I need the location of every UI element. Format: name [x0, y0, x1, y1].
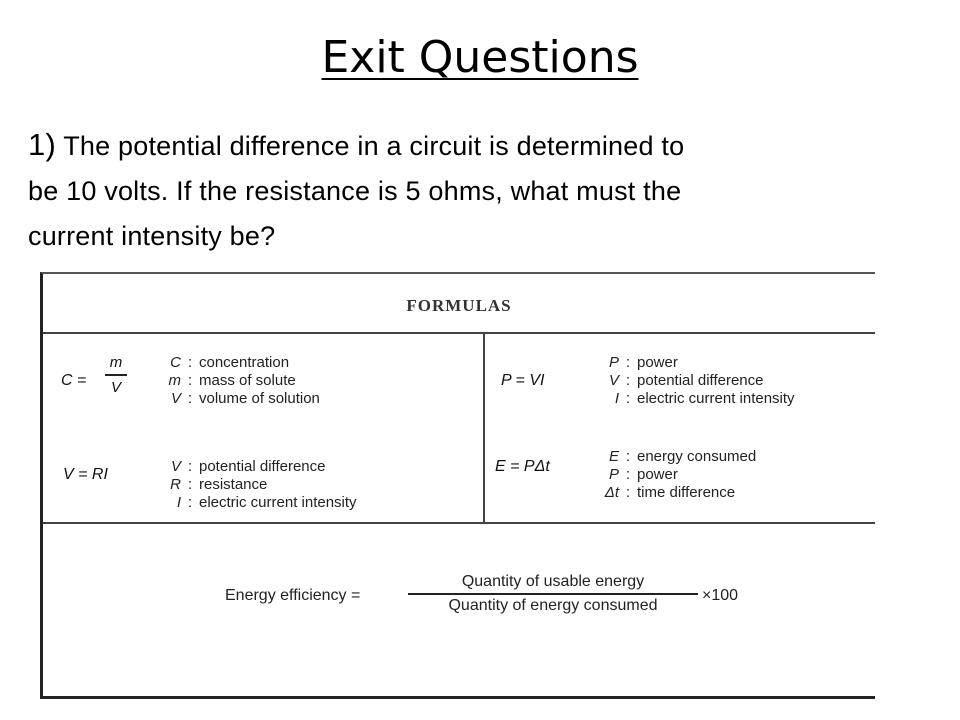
- legend-symbol: V: [608, 372, 619, 389]
- legend-row: [161, 476, 357, 494]
- legend-colon: :: [187, 390, 193, 407]
- legend-row: [161, 494, 357, 512]
- legend-colon: :: [187, 458, 193, 475]
- legend-colon: :: [187, 476, 193, 493]
- legend-description: potential difference: [637, 372, 764, 389]
- legend-row: [161, 354, 320, 372]
- slide-title: Exit Questions: [321, 32, 639, 83]
- legend-description: power: [637, 466, 678, 483]
- legend-colon: :: [187, 372, 193, 389]
- concentration-lhs: C =: [61, 372, 87, 389]
- legend-symbol: P: [608, 354, 619, 371]
- efficiency-lhs: Energy efficiency =: [225, 587, 361, 604]
- legend-row: [161, 458, 357, 476]
- legend-symbol: V: [170, 390, 181, 407]
- question-text: [28, 122, 928, 259]
- legend-colon: :: [625, 448, 631, 465]
- legend-row: [599, 484, 756, 502]
- legend-description: mass of solute: [199, 372, 296, 389]
- legend-colon: :: [625, 484, 631, 501]
- legend-symbol: Δt: [604, 484, 619, 501]
- fraction-bar: [105, 374, 127, 376]
- legend-colon: :: [625, 354, 631, 371]
- legend-description: volume of solution: [199, 390, 320, 407]
- concentration-numerator: m: [109, 354, 123, 371]
- efficiency-multiplier: ×100: [702, 587, 739, 604]
- legend-description: electric current intensity: [199, 494, 357, 511]
- legend-description: potential difference: [199, 458, 326, 475]
- legend-colon: :: [187, 354, 193, 371]
- question-line-1: The potential difference in a circuit is determined to: [63, 131, 685, 161]
- energy-equation: E = PΔt: [495, 458, 550, 475]
- legend-colon: :: [625, 466, 631, 483]
- power-equation: P = VI: [501, 372, 545, 389]
- power-legend: [599, 354, 795, 408]
- legend-colon: :: [187, 494, 193, 511]
- legend-description: power: [637, 354, 678, 371]
- legend-colon: :: [625, 372, 631, 389]
- legend-description: concentration: [199, 354, 290, 371]
- divider-middle: [483, 332, 485, 522]
- concentration-denominator: V: [110, 378, 121, 396]
- legend-symbol: E: [608, 448, 619, 465]
- legend-row: [599, 372, 795, 390]
- energy-legend: [599, 448, 756, 502]
- divider-lower: [43, 522, 875, 524]
- legend-symbol: C: [170, 354, 181, 371]
- question-line-2: be 10 volts. If the resistance is 5 ohms, what must the: [28, 176, 682, 206]
- legend-symbol: R: [170, 476, 181, 493]
- legend-colon: :: [625, 390, 631, 407]
- legend-row: [599, 466, 756, 484]
- concentration-legend: [161, 354, 320, 408]
- question-number: 1): [28, 127, 56, 162]
- legend-row: [599, 390, 795, 408]
- legend-symbol: P: [608, 466, 619, 483]
- efficiency-denominator: Quantity of energy consumed: [448, 597, 658, 614]
- question-line-3: current intensity be?: [28, 221, 276, 251]
- legend-row: [161, 390, 320, 408]
- ohm-legend: [161, 458, 357, 512]
- legend-symbol: V: [170, 458, 181, 475]
- formulas-table: [40, 272, 875, 699]
- efficiency-fraction: [408, 573, 698, 615]
- legend-row: [599, 448, 756, 466]
- legend-description: resistance: [199, 476, 268, 493]
- fraction-bar: [408, 593, 698, 595]
- legend-description: energy consumed: [637, 448, 757, 465]
- legend-symbol: I: [176, 494, 181, 511]
- divider-header: [43, 332, 875, 334]
- legend-symbol: m: [168, 372, 181, 389]
- legend-row: [599, 354, 795, 372]
- ohm-equation: V = RI: [63, 466, 108, 483]
- efficiency-numerator: Quantity of usable energy: [461, 573, 645, 590]
- legend-description: time difference: [637, 484, 736, 501]
- legend-row: [161, 372, 320, 390]
- legend-symbol: I: [614, 390, 619, 407]
- legend-description: electric current intensity: [637, 390, 795, 407]
- concentration-fraction: [105, 354, 127, 396]
- formulas-header: FORMULAS: [406, 296, 512, 315]
